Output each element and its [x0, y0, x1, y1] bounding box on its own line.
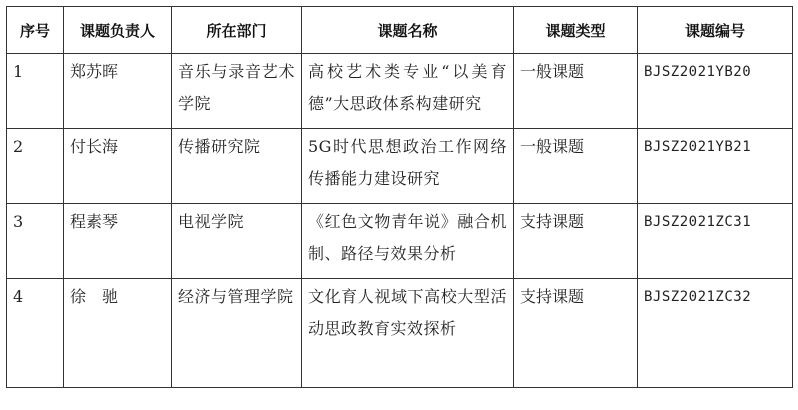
project-table-container — [6, 6, 792, 388]
cell-type: 一般课题 — [514, 129, 638, 204]
cell-leader: 程素琴 — [64, 204, 172, 279]
cell-title: 高校艺术类专业“以美育德”大思政体系构建研究 — [302, 54, 514, 129]
cell-index: 4 — [7, 279, 64, 388]
table-row — [7, 204, 793, 279]
cell-title: 文化育人视域下高校大型活动思政教育实效探析 — [302, 279, 514, 388]
cell-index: 3 — [7, 204, 64, 279]
table-row — [7, 129, 793, 204]
cell-department: 电视学院 — [172, 204, 302, 279]
cell-code: BJSZ2021YB20 — [638, 54, 793, 129]
cell-type: 支持课题 — [514, 279, 638, 388]
cell-department: 传播研究院 — [172, 129, 302, 204]
header-type: 课题类型 — [514, 7, 638, 54]
cell-type: 支持课题 — [514, 204, 638, 279]
cell-leader: 郑苏晖 — [64, 54, 172, 129]
cell-index: 1 — [7, 54, 64, 129]
cell-department: 音乐与录音艺术学院 — [172, 54, 302, 129]
header-leader: 课题负责人 — [64, 7, 172, 54]
cell-type: 一般课题 — [514, 54, 638, 129]
cell-leader: 徐 驰 — [64, 279, 172, 388]
header-code: 课题编号 — [638, 7, 793, 54]
table-row — [7, 279, 793, 388]
header-title: 课题名称 — [302, 7, 514, 54]
header-department: 所在部门 — [172, 7, 302, 54]
cell-department: 经济与管理学院 — [172, 279, 302, 388]
table-header-row — [7, 7, 793, 54]
table-row — [7, 54, 793, 129]
cell-code: BJSZ2021YB21 — [638, 129, 793, 204]
cell-leader: 付长海 — [64, 129, 172, 204]
cell-code: BJSZ2021ZC32 — [638, 279, 793, 388]
cell-title: 《红色文物青年说》融合机制、路径与效果分析 — [302, 204, 514, 279]
header-index: 序号 — [7, 7, 64, 54]
project-table — [6, 6, 793, 388]
cell-index: 2 — [7, 129, 64, 204]
cell-code: BJSZ2021ZC31 — [638, 204, 793, 279]
cell-title: 5G时代思想政治工作网络传播能力建设研究 — [302, 129, 514, 204]
